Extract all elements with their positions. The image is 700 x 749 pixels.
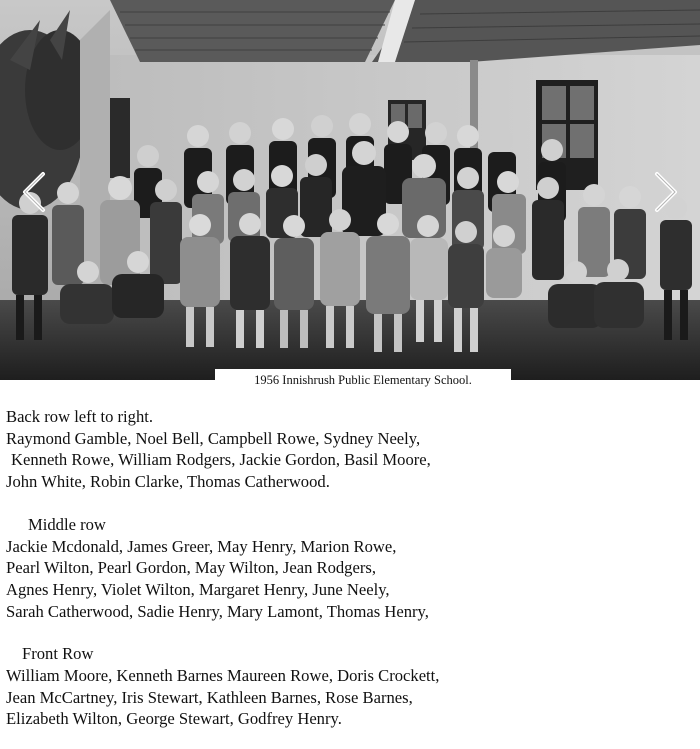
spacer xyxy=(6,622,696,643)
back-row-names: Raymond Gamble, Noel Bell, Campbell Rowe, Sydney Neely, xyxy=(6,428,421,448)
middle-row-names: Pearl Wilton, Pearl Gordon, May Wilton, Jean Rodgers, xyxy=(6,558,376,578)
middle-row-names: Jackie Mcdonald, James Greer, May Henry, Marion Rowe, xyxy=(6,536,397,556)
middle-row-names: Sarah Catherwood, Sadie Henry, Mary Lamont, Thomas Henry, xyxy=(6,601,429,621)
front-row-names: William Moore, Kenneth Barnes Maureen Rowe, Doris Crockett, xyxy=(6,666,440,686)
middle-row-heading: Middle row xyxy=(28,514,106,534)
back-row-names: John White, Robin Clarke, Thomas Catherwood. xyxy=(6,472,330,492)
previous-photo-arrow[interactable] xyxy=(14,168,54,216)
name-roll xyxy=(6,406,696,730)
back-row-names: Kenneth Rowe, William Rodgers, Jackie Gordon, Basil Moore, xyxy=(11,450,431,470)
next-photo-arrow[interactable] xyxy=(646,168,686,216)
chevron-right-icon xyxy=(651,170,681,214)
front-row-names: Elizabeth Wilton, George Stewart, Godfrey Henry. xyxy=(6,709,342,729)
chevron-left-icon xyxy=(19,170,49,214)
middle-row-names: Agnes Henry, Violet Wilton, Margaret Henry, June Neely, xyxy=(6,579,390,599)
photo-caption: 1956 Innishrush Public Elementary School. xyxy=(215,369,511,391)
front-row-heading: Front Row xyxy=(22,644,94,664)
front-row-names: Jean McCartney, Iris Stewart, Kathleen Barnes, Rose Barnes, xyxy=(6,687,413,707)
back-row-heading: Back row left to right. xyxy=(6,407,154,426)
spacer xyxy=(6,493,696,514)
